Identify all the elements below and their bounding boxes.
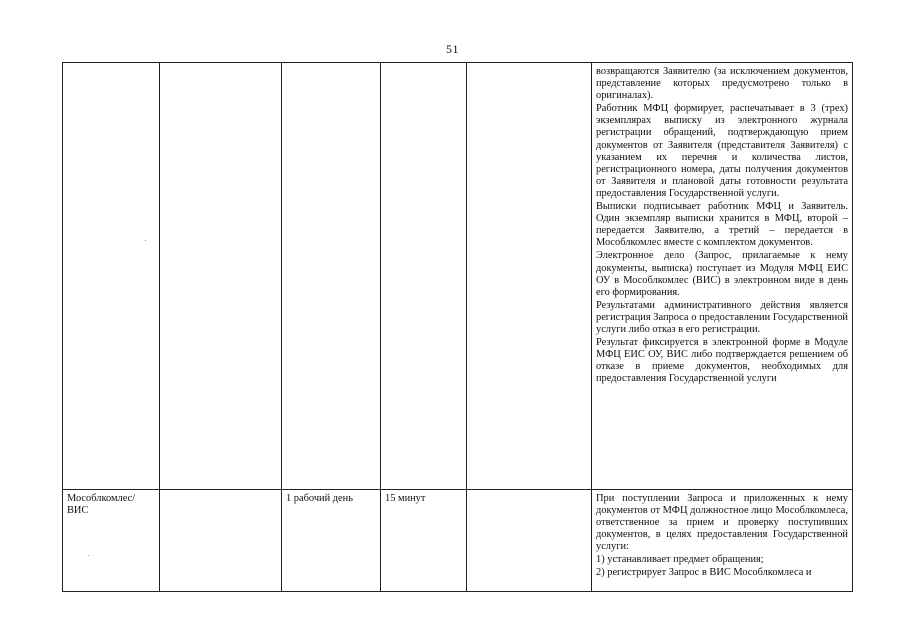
table-cell-responsible: Мособлкомлес/ ВИС — [63, 490, 160, 592]
table-cell-place — [160, 490, 282, 592]
paragraph: Результатами административного действия является регистрация Запроса о предоставлении Государственной услуги либо отказ в его регистрации. — [596, 299, 848, 335]
table-row — [63, 490, 853, 592]
table-cell-labor — [381, 63, 467, 490]
paragraph: 1) устанавливает предмет обращения; — [596, 554, 764, 566]
table-cell-criteria — [467, 490, 592, 592]
table-cell-description — [592, 63, 853, 490]
paragraph: Работник МФЦ формирует, распечатывает в 3 (трех) экземплярах выписку из электронного журнала регистрации обращений, подтверждающую прием документов от Заявителя (представителя Заявителя) с указанием их перечня и количества листов, регистрационного номера, даты получения документов от Заявителя и плановой даты готовности результата предоставления Государственной услуги. — [596, 103, 848, 199]
table-cell-place — [160, 63, 282, 490]
paragraph: возвращаются Заявителю (за исключением документов, представление которых предусмотрено только в оригиналах). — [596, 66, 848, 102]
procedure-table — [62, 62, 853, 592]
paragraph: 2) регистрирует Запрос в ВИС Мособлкомлеса и — [596, 566, 812, 578]
paragraph: Электронное дело (Запрос, прилагаемые к нему документы, выписка) поступает из Модуля МФЦ ЕИС ОУ в Мособлкомлес (ВИС) в электронном виде в день его формирования. — [596, 250, 848, 298]
paragraph: Выписки подписывает работник МФЦ и Заявитель. Один экземпляр выписки хранится в МФЦ, второй – передается Заявителю, а третий – передается в Мособлкомлес вместе с комплектом документов. — [596, 201, 848, 249]
table-cell-term: 1 рабочий день — [282, 490, 381, 592]
table-cell-description — [592, 490, 853, 592]
table-cell-term — [282, 63, 381, 490]
paragraph: Результат фиксируется в электронной форме в Модуле МФЦ ЕИС ОУ, ВИС либо подтверждается решением об отказе в приеме документов, необходимых для предоставления Государственной услуги — [596, 337, 848, 385]
table-row — [63, 63, 853, 490]
paragraph: При поступлении Запроса и приложенных к нему документов от МФЦ должностное лицо Мособлкомлеса, ответственное за прием и проверку поступивших документов, в целях предоставления Государственной услуги: — [596, 493, 848, 553]
table-cell-labor: 15 минут — [381, 490, 467, 592]
table-cell-responsible — [63, 63, 160, 490]
table-cell-criteria — [467, 63, 592, 490]
page-number: 51 — [446, 42, 459, 56]
